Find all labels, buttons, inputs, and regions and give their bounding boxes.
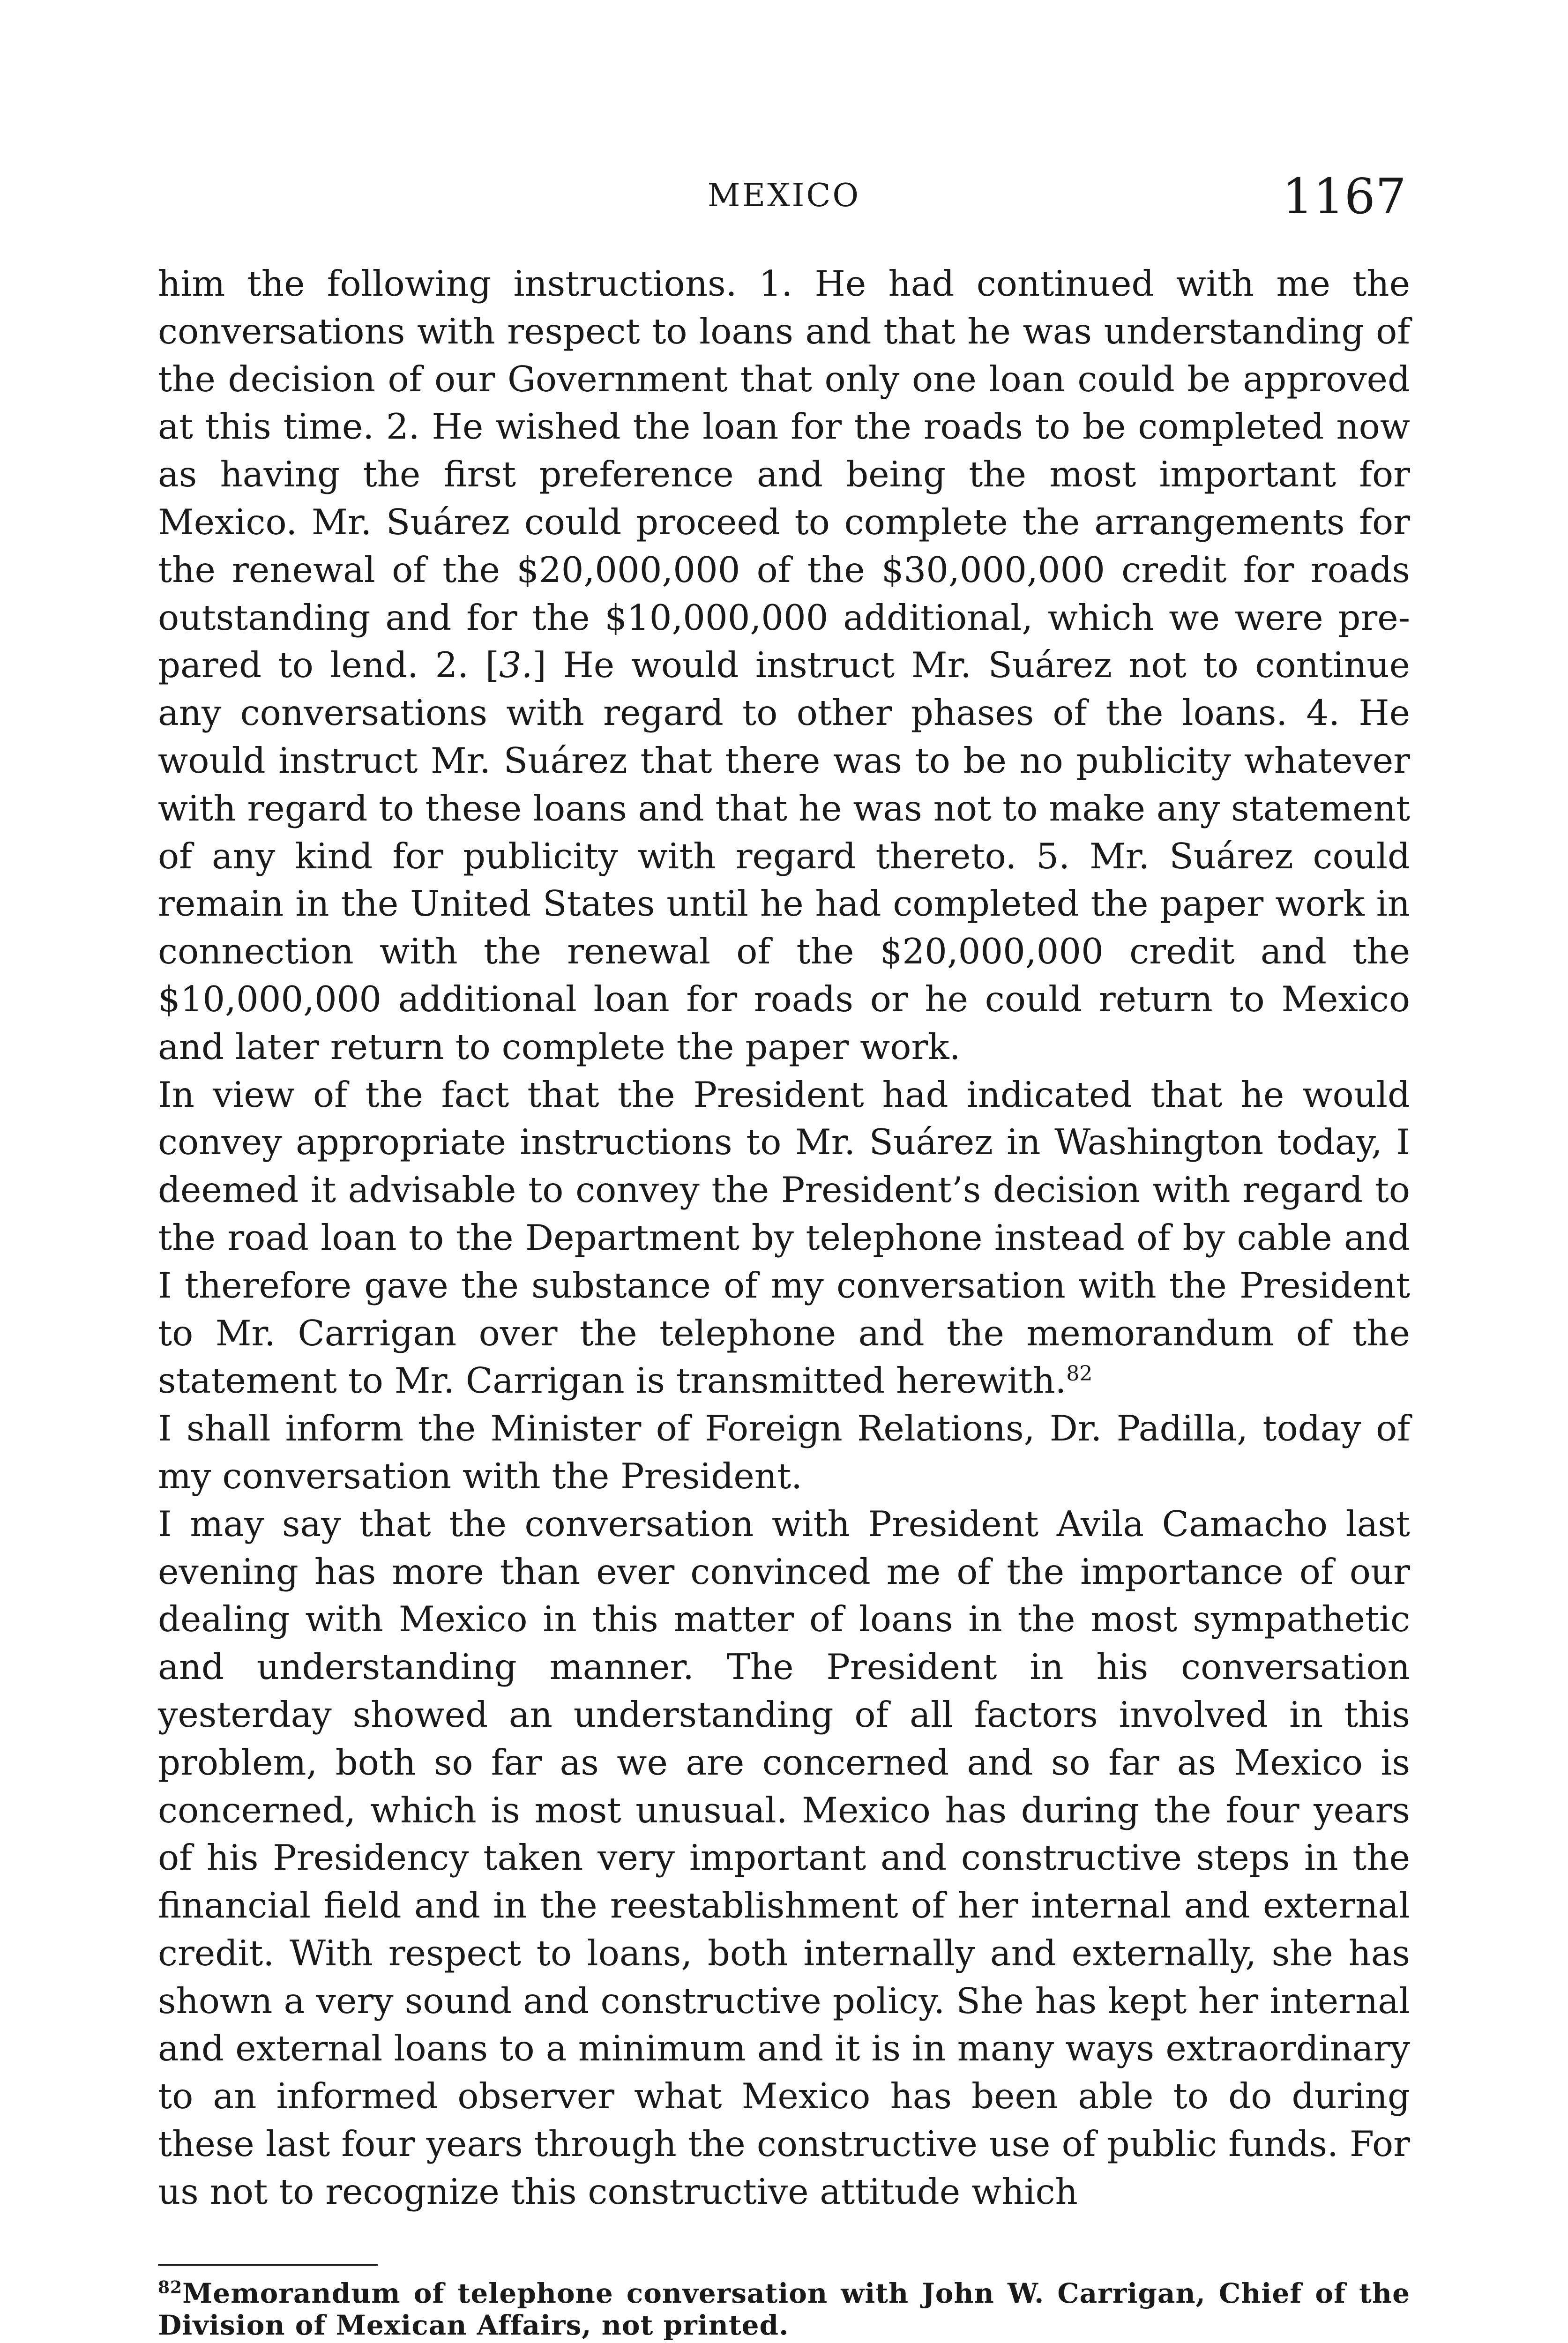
- paragraph-1: [158, 260, 1410, 1071]
- paragraph-2-text: In view of the fact that the President had indicated that he would convey appropriate instructions to Mr. Suárez in Washington today, I deemed it advisable to convey the President’s decision with regard to the road loan to the Department by telephone instead of by cable and I therefore gave the substance of my conversation with the President to Mr. Carrigan over the telephone and the memorandum of the statement to Mr. Carrigan is transmitted herewith.: [158, 1074, 1410, 1402]
- paragraph-3: I shall inform the Minister of Foreign Relations, Dr. Padilla, today of my conversation with the President.: [158, 1408, 1410, 1497]
- paragraph-2: [158, 1071, 1410, 1405]
- footnote: [158, 2277, 1410, 2341]
- footnote-divider: [158, 2264, 378, 2266]
- footnote-mark: 82: [158, 2277, 183, 2298]
- paragraph-1-text-a: him the following instructions. 1. He had continued with me the conversations with respect to loans and that he was understanding of the decision of our Government that only one loan could be approved at this time. 2. He wished the loan for the roads to be completed now as having the first preference and being the most important for Mexico. Mr. Suárez could proceed to complete the arrangements for the renewal of the $20,000,000 of the $30,000,000 credit for roads outstanding and for the $10,000,000 additional, which we were prepared to lend. 2. [: [158, 263, 1410, 686]
- footnote-text: Memorandum of telephone conversation with John W. Carrigan, Chief of the Division of Mexican Affairs, not printed.: [158, 2277, 1410, 2341]
- footnote-reference[interactable]: 82: [1066, 1362, 1093, 1386]
- paragraph-1-text-b: ] He would instruct Mr. Suárez not to continue any conversations with regard to other phases of the loans. 4. He would instruct Mr. Suárez that there was to be no publicity whatever with regard to these loans and that he was not to make any statement of any kind for publicity with regard thereto. 5. Mr. Suárez could remain in the United States until he had completed the paper work in connection with the renewal of the $20,000,000 credit and the $10,000,000 additional loan for roads or he could return to Mexico and later return to complete the paper work.: [158, 644, 1410, 1067]
- running-head: [0, 168, 1568, 225]
- paragraph-4: I may say that the conversation with President Avila Camacho last evening has more than ever convinced me of the importance of our dealing with Mexico in this matter of loans in the most sympathetic and understanding manner. The President in his conversation yesterday showed an understanding of all factors involved in this problem, both so far as we are concerned and so far as Mexico is concerned, which is most unusual. Mexico has during the four years of his Presidency taken very important and constructive steps in the financial field and in the reestablishment of her internal and external credit. With respect to loans, both internally and externally, she has shown a very sound and constructive policy. She has kept her internal and external loans to a minimum and it is in many ways extraordinary to an informed observer what Mexico has been able to do during these last four years through the constructive use of public funds. For us not to recognize this constructive attitude which: [158, 1503, 1410, 2212]
- body-text: [158, 260, 1410, 2216]
- editorial-correction: 3.: [499, 644, 533, 686]
- running-title: MEXICO: [707, 177, 861, 214]
- page-number: 1167: [1282, 168, 1406, 225]
